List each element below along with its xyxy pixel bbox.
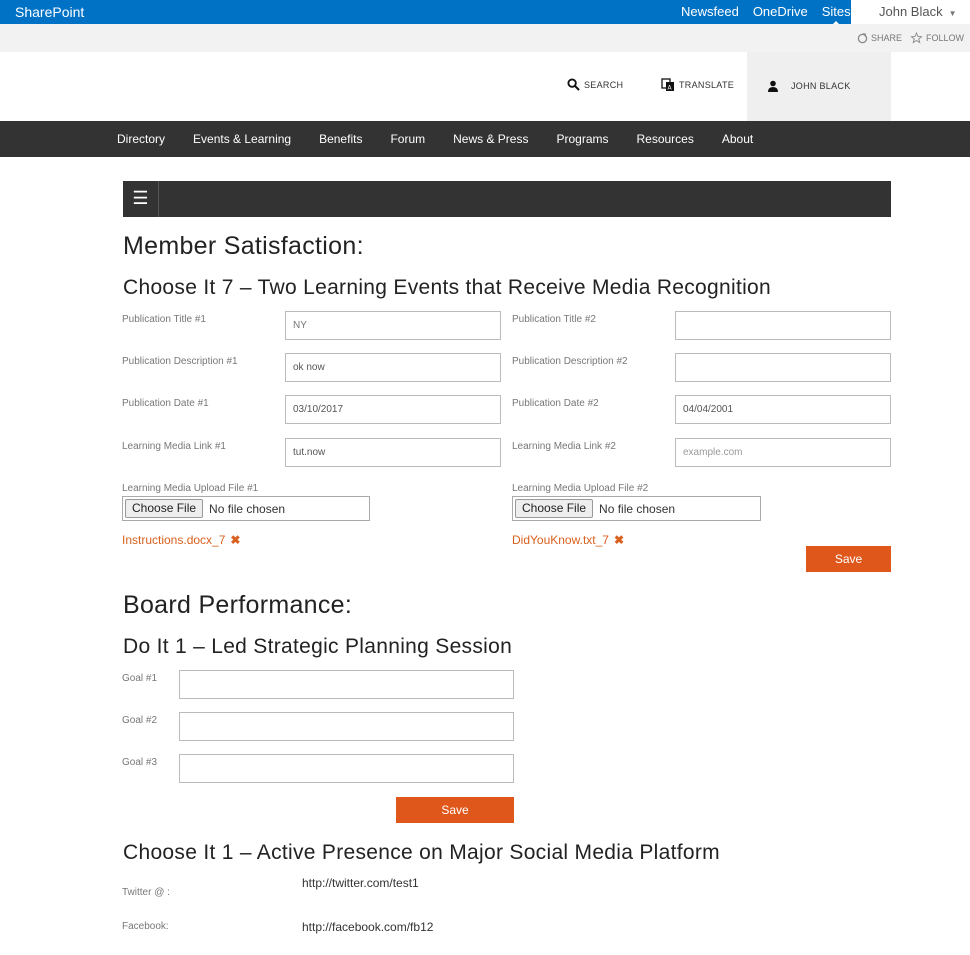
nav-item-resources[interactable]: Resources xyxy=(636,132,694,146)
pub-desc-2-label: Publication Description #2 xyxy=(512,356,628,367)
facebook-value: http://facebook.com/fb12 xyxy=(302,920,434,934)
media-link-2-label: Learning Media Link #2 xyxy=(512,441,616,452)
nav-item-benefits[interactable]: Benefits xyxy=(319,132,363,146)
suite-links xyxy=(681,4,851,19)
suite-bar xyxy=(0,0,970,24)
sharepoint-brand[interactable]: SharePoint xyxy=(15,4,85,20)
user-profile-link[interactable] xyxy=(767,80,851,92)
hamburger-menu-icon[interactable]: ☰ xyxy=(123,181,159,217)
file-link-2-text[interactable]: DidYouKnow.txt_7 xyxy=(512,533,609,547)
utility-header xyxy=(0,52,970,121)
do-it-1-title: Do It 1 – Led Strategic Planning Session xyxy=(123,635,513,658)
media-link-2-input[interactable]: example.com xyxy=(675,438,891,467)
pub-desc-1-label: Publication Description #1 xyxy=(122,356,238,367)
goal-1-label: Goal #1 xyxy=(122,673,158,684)
file-link-1 xyxy=(122,533,240,547)
translate-button[interactable] xyxy=(661,78,734,92)
no-file-2-text: No file chosen xyxy=(599,501,676,516)
goal-1-input[interactable] xyxy=(179,670,514,699)
pub-title-1-input[interactable]: NY xyxy=(285,311,501,340)
pub-date-1-label: Publication Date #1 xyxy=(122,398,209,409)
goal-2-input[interactable] xyxy=(179,712,514,741)
nav-item-about[interactable]: About xyxy=(721,132,754,146)
main-nav xyxy=(0,121,970,157)
page-menu-bar xyxy=(123,181,891,217)
search-icon xyxy=(567,78,580,91)
search-button[interactable] xyxy=(567,78,623,91)
no-file-1-text: No file chosen xyxy=(209,501,286,516)
chevron-down-icon: ▼ xyxy=(948,9,957,18)
sites-link[interactable]: Sites xyxy=(821,4,851,19)
goal-3-label: Goal #3 xyxy=(122,757,158,768)
pub-desc-1-input[interactable]: ok now xyxy=(285,353,501,382)
follow-button[interactable] xyxy=(910,32,964,44)
member-satisfaction-title: Member Satisfaction: xyxy=(123,232,364,260)
nav-item-events-learning[interactable]: Events & Learning xyxy=(193,132,292,146)
suite-user-name: John Black xyxy=(879,4,943,19)
pub-title-2-input[interactable] xyxy=(675,311,891,340)
share-button[interactable] xyxy=(857,32,902,44)
goal-3-input[interactable] xyxy=(179,754,514,783)
star-icon xyxy=(910,32,923,44)
translate-icon xyxy=(661,78,675,92)
suite-user-menu[interactable] xyxy=(851,0,970,24)
pub-date-2-input[interactable]: 04/04/2001 xyxy=(675,395,891,424)
nav-item-news-press[interactable]: News & Press xyxy=(453,132,529,146)
media-link-1-input[interactable]: tut.now xyxy=(285,438,501,467)
facebook-label: Facebook: xyxy=(122,921,169,932)
upload-1-label: Learning Media Upload File #1 xyxy=(122,483,259,494)
follow-label: FOLLOW xyxy=(925,33,964,43)
file-link-1-text[interactable]: Instructions.docx_7 xyxy=(122,533,226,547)
upload-2-label: Learning Media Upload File #2 xyxy=(512,483,649,494)
pub-title-2-label: Publication Title #2 xyxy=(512,314,596,325)
twitter-label: Twitter @ : xyxy=(122,887,170,898)
ribbon-bar xyxy=(0,24,970,52)
choose-file-1-button[interactable]: Choose File xyxy=(125,499,203,518)
onedrive-link[interactable]: OneDrive xyxy=(752,4,808,19)
twitter-value: http://twitter.com/test1 xyxy=(302,876,419,890)
upload-1-file-input[interactable] xyxy=(122,496,370,521)
pub-date-1-input[interactable]: 03/10/2017 xyxy=(285,395,501,424)
nav-item-programs[interactable]: Programs xyxy=(556,132,609,146)
share-icon xyxy=(857,33,868,44)
nav-item-forum[interactable]: Forum xyxy=(390,132,426,146)
choose-it-7-title: Choose It 7 – Two Learning Events that Receive Media Recognition xyxy=(123,276,772,299)
svg-text:A: A xyxy=(667,84,672,92)
translate-label: TRANSLATE xyxy=(679,80,735,90)
remove-file-2-icon[interactable]: ✖ xyxy=(613,533,625,547)
goal-2-label: Goal #2 xyxy=(122,715,158,726)
newsfeed-link[interactable]: Newsfeed xyxy=(681,4,739,19)
user-profile-label: JOHN BLACK xyxy=(791,81,851,91)
member-save-button[interactable]: Save xyxy=(806,546,891,572)
nav-item-directory[interactable]: Directory xyxy=(117,132,166,146)
board-save-button[interactable]: Save xyxy=(396,797,514,823)
user-box xyxy=(747,52,891,121)
file-link-2 xyxy=(512,533,624,547)
share-label: SHARE xyxy=(870,33,902,43)
pub-date-2-label: Publication Date #2 xyxy=(512,398,599,409)
media-link-1-label: Learning Media Link #1 xyxy=(122,441,226,452)
remove-file-1-icon[interactable]: ✖ xyxy=(230,533,241,547)
choose-it-1-title: Choose It 1 – Active Presence on Major Social Media Platform xyxy=(123,841,720,864)
pub-desc-2-input[interactable] xyxy=(675,353,891,382)
pub-title-1-label: Publication Title #1 xyxy=(122,314,206,325)
upload-2-file-input[interactable] xyxy=(512,496,761,521)
search-label: SEARCH xyxy=(584,79,624,90)
choose-file-2-button[interactable]: Choose File xyxy=(515,499,593,518)
board-performance-title: Board Performance: xyxy=(123,591,353,619)
user-icon xyxy=(767,80,779,92)
